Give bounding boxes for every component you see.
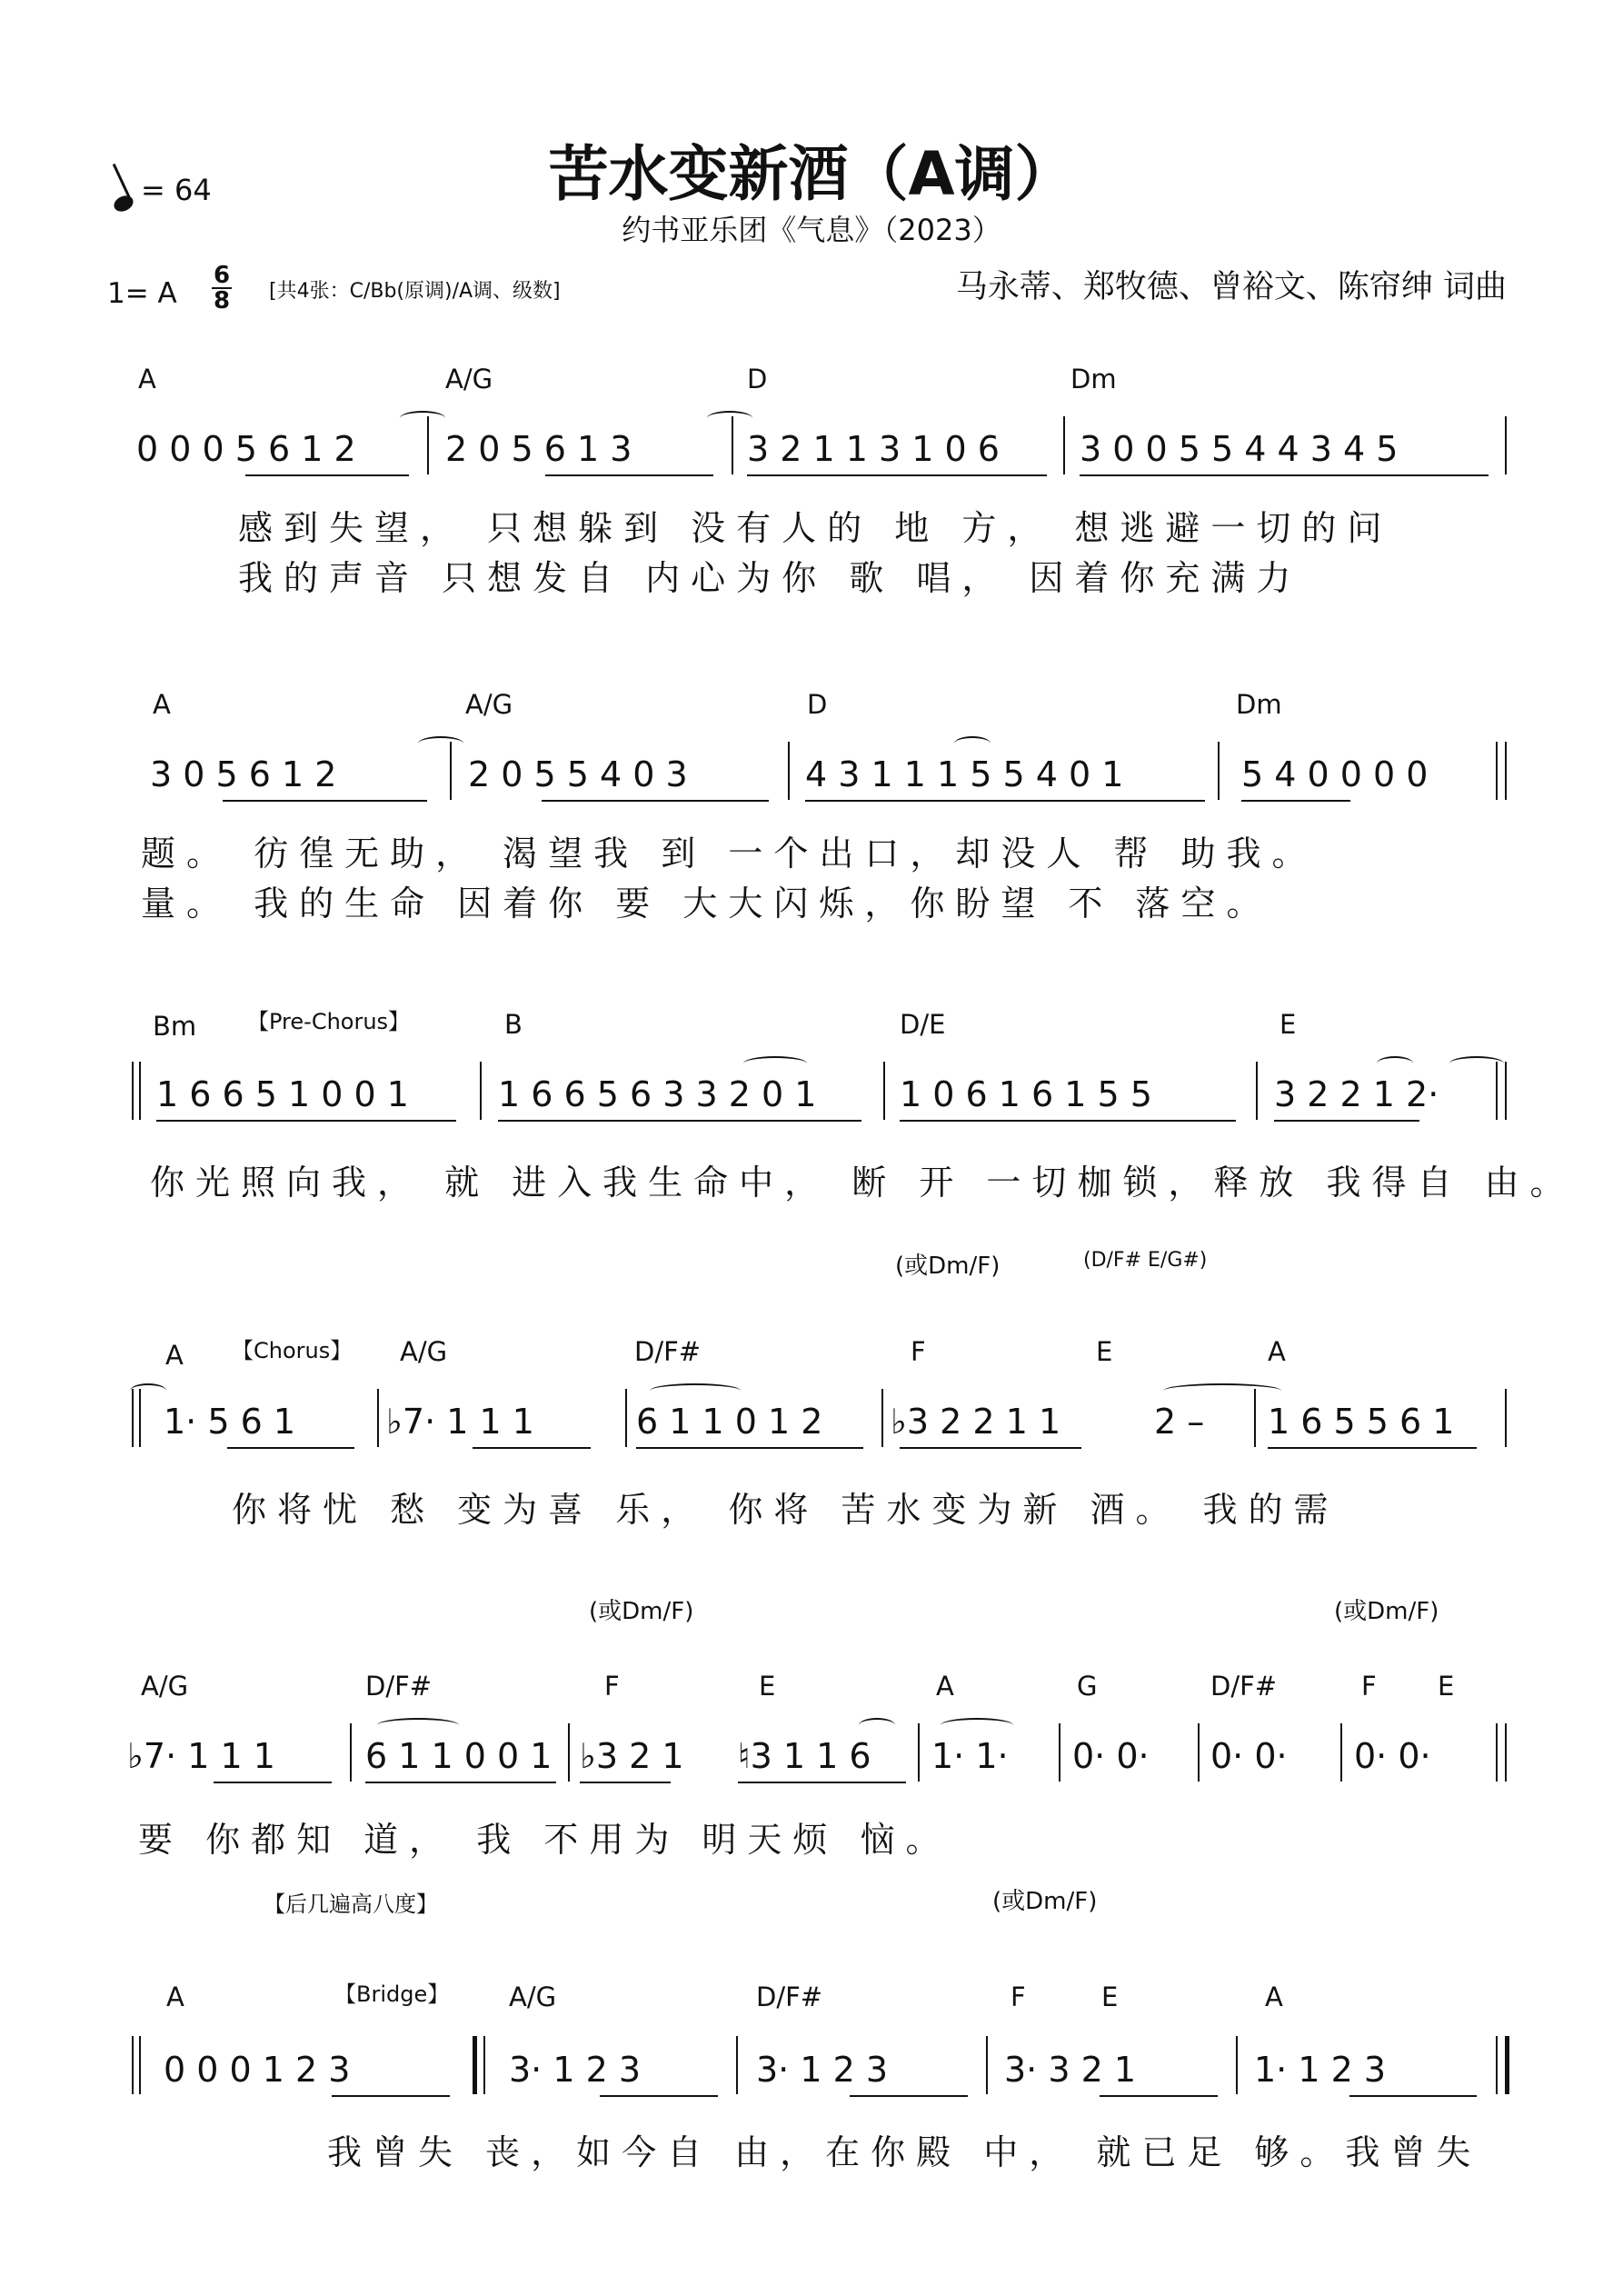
chord: F	[911, 1336, 926, 1367]
repeat-end	[1505, 2036, 1509, 2094]
bar-line	[986, 2036, 988, 2094]
measure-notes: 5 4 0 0 0 0	[1241, 754, 1429, 794]
measure-notes: 3 2 2 1 2·	[1274, 1074, 1439, 1114]
measure-notes: 3· 3 2 1	[1004, 2050, 1137, 2090]
chord: A/G	[400, 1336, 448, 1367]
chord: A/G	[141, 1671, 189, 1702]
bar-line	[483, 2036, 485, 2094]
bar-line	[788, 742, 790, 800]
measure-notes: 1· 1·	[931, 1736, 1009, 1776]
chord: A	[936, 1671, 954, 1702]
chord: D/F#	[1210, 1671, 1278, 1702]
beam	[245, 474, 409, 476]
repeat-start	[473, 2036, 477, 2094]
tie	[743, 1056, 807, 1071]
measure-notes: 0· 0·	[1072, 1736, 1150, 1776]
credits: 马永蒂、郑牧德、曾裕文、陈帘绅 词曲	[955, 269, 1507, 305]
chord: A	[153, 689, 171, 720]
chord: A	[1265, 1982, 1283, 2012]
measure-notes: 2 0 5 6 1 3	[445, 429, 632, 469]
lyric-line-2: 我的声音 只想发自 内心为你 歌 唱， 因着你充满力	[238, 558, 1302, 598]
bar-line	[1505, 416, 1507, 474]
measure-notes: 0 0 0 5 6 1 2	[136, 429, 356, 469]
measure-notes: 1· 1 2 3	[1254, 2050, 1387, 2090]
bar-line	[480, 1062, 482, 1120]
lyric-line-1: 你光照向我， 就 进入我生命中， 断 开 一切枷锁，释放 我得自 由。	[150, 1163, 1576, 1203]
chord: G	[1077, 1671, 1098, 1702]
bar-line	[568, 1723, 570, 1782]
measure-notes: 3· 1 2 3	[509, 2050, 642, 2090]
measure-notes: 3 0 0 5 5 4 4 3 4 5	[1080, 429, 1399, 469]
beam	[600, 2095, 718, 2097]
beam	[498, 1120, 861, 1122]
chord: A	[138, 364, 156, 394]
bar-line	[1218, 742, 1220, 800]
measure-notes: 6 1 1 0 1 2	[636, 1402, 823, 1442]
tie	[1377, 1056, 1413, 1071]
section-label: 【Chorus】	[232, 1338, 353, 1363]
tie	[941, 1718, 1013, 1732]
chord: F	[1361, 1671, 1377, 1702]
time-signature-bottom: 8	[213, 287, 231, 314]
section-label: 【后几遍高八度】	[264, 1892, 438, 1917]
beam	[738, 1782, 906, 1783]
measure-notes: 1 6 6 5 6 3 3 2 0 1	[498, 1074, 817, 1114]
bar-line	[1496, 2036, 1498, 2094]
tempo-marking	[114, 173, 212, 207]
measure-notes: 3· 1 2 3	[756, 2050, 889, 2090]
key-signature: 1= A	[107, 277, 177, 310]
bar-line	[1340, 1723, 1342, 1782]
lyric-line-1: 题。 彷徨无助， 渴望我 到 一个出口，却没人 帮 助我。	[141, 834, 1318, 873]
tie	[650, 1383, 741, 1398]
bar-line	[918, 1723, 920, 1782]
measure-notes: ♭7· 1 1 1	[386, 1402, 534, 1442]
measure-notes: ♮3 1 1 6	[738, 1736, 871, 1776]
bar-line	[1505, 742, 1507, 800]
time-signature	[212, 264, 232, 313]
beam	[850, 2095, 968, 2097]
measure-notes: 1 6 5 5 6 1	[1268, 1402, 1455, 1442]
beam	[1100, 2095, 1218, 2097]
bar-line	[132, 1062, 134, 1120]
measure-notes: 1· 5 6 1	[164, 1402, 296, 1442]
measure-notes: 2 0 5 5 4 0 3	[468, 754, 688, 794]
beam	[636, 1447, 863, 1449]
chord: E	[1096, 1336, 1113, 1367]
tie	[1449, 1056, 1504, 1071]
measure-notes: 4 3 1 1 1 5 5 4 0 1	[805, 754, 1124, 794]
beam	[900, 1120, 1236, 1122]
bar-line	[881, 1389, 883, 1447]
chord: Dm	[1236, 689, 1282, 720]
beam	[545, 474, 713, 476]
song-subtitle: 约书亚乐团《气息》（2023）	[622, 213, 1001, 247]
bar-line	[625, 1389, 627, 1447]
measure-notes: 0· 0·	[1210, 1736, 1288, 1776]
tie	[707, 411, 752, 425]
tie	[1163, 1383, 1281, 1398]
bar-line	[350, 1723, 352, 1782]
lyric-line-2: 量。 我的生命 因着你 要 大大闪烁，你盼望 不 落空。	[141, 883, 1272, 923]
measure-notes: ♭7· 1 1 1	[127, 1736, 275, 1776]
beam	[1241, 800, 1350, 802]
beam	[542, 800, 769, 802]
chord: A	[165, 1340, 184, 1371]
chord: Bm	[153, 1011, 197, 1042]
tie	[377, 1718, 459, 1732]
bar-line	[1198, 1723, 1200, 1782]
chord-alternative: (或Dm/F)	[589, 1598, 694, 1625]
measure-notes: 1 0 6 1 6 1 5 5	[900, 1074, 1152, 1114]
beam	[223, 800, 427, 802]
chord: E	[1279, 1009, 1297, 1040]
chord: D/F#	[634, 1336, 702, 1367]
key-note: [共4张：C/Bb(原调)/A调、级数]	[269, 280, 561, 303]
chord: B	[504, 1009, 523, 1040]
measure-notes: 0· 0·	[1354, 1736, 1431, 1776]
chord: E	[1101, 1982, 1119, 2012]
bar-line	[883, 1062, 885, 1120]
bar-line	[1505, 1389, 1507, 1447]
bar-line	[1063, 416, 1065, 474]
bar-line	[139, 2036, 141, 2094]
chord: A	[1268, 1336, 1286, 1367]
chord: F	[1011, 1982, 1026, 2012]
beam	[580, 1782, 671, 1783]
bar-line	[377, 1389, 379, 1447]
beam	[805, 800, 1205, 802]
bar-line	[132, 2036, 134, 2094]
measure-notes: 2 –	[1154, 1402, 1205, 1442]
bar-line	[1256, 1062, 1258, 1120]
chord: A/G	[445, 364, 493, 394]
tie	[954, 736, 991, 751]
lyric-line-1: 我曾失 丧，如今自 由，在你殿 中， 就已足 够。我曾失	[327, 2132, 1482, 2172]
measure-notes: 1 6 6 5 1 0 0 1	[156, 1074, 409, 1114]
chord-alternative: (或Dm/F)	[1334, 1598, 1439, 1625]
lyric-line-1: 你将忧 愁 变为喜 乐， 你将 苦水变为新 酒。 我的需	[232, 1490, 1339, 1530]
bar-line	[1496, 1723, 1498, 1782]
section-label: 【Pre-Chorus】	[247, 1009, 411, 1034]
tie	[859, 1718, 895, 1732]
bar-line	[1505, 1723, 1507, 1782]
song-title: 苦水变新酒（A调）	[548, 139, 1075, 209]
bar-line	[139, 1062, 141, 1120]
beam	[1274, 1120, 1419, 1122]
chord: D/F#	[756, 1982, 823, 2012]
chord: A/G	[509, 1982, 557, 2012]
chord: D/E	[900, 1009, 946, 1040]
measure-notes: 0 0 0 1 2 3	[164, 2050, 351, 2090]
chord: A	[166, 1982, 184, 2012]
measure-notes: 6 1 1 0 0 1	[365, 1736, 553, 1776]
measure-notes: ♭3 2 2 1 1	[891, 1402, 1061, 1442]
chord-alternative: (或Dm/F)	[895, 1253, 1001, 1280]
beam	[365, 1782, 556, 1783]
chord: D/F#	[365, 1671, 433, 1702]
tie	[130, 1383, 166, 1398]
bar-line	[1236, 2036, 1238, 2094]
measure-notes: ♭3 2 1	[580, 1736, 684, 1776]
beam	[332, 2095, 450, 2097]
bar-line	[1059, 1723, 1060, 1782]
section-label: 【Bridge】	[334, 1982, 450, 2007]
beam	[1080, 474, 1489, 476]
beam	[1349, 2095, 1477, 2097]
chord: F	[604, 1671, 620, 1702]
chord: Dm	[1070, 364, 1117, 394]
bar-line	[1496, 742, 1498, 800]
chord: E	[759, 1671, 776, 1702]
beam	[156, 1120, 456, 1122]
bar-line	[1505, 1062, 1507, 1120]
beam	[473, 1447, 591, 1449]
time-signature-top: 6	[213, 262, 231, 289]
beam	[214, 1782, 332, 1783]
chord: A/G	[465, 689, 513, 720]
measure-notes: 3 0 5 6 1 2	[150, 754, 337, 794]
chord: D	[807, 689, 828, 720]
chord: E	[1438, 1671, 1455, 1702]
tempo-value: = 64	[141, 173, 212, 207]
beam	[900, 1447, 1081, 1449]
lyric-line-1: 要 你都知 道， 我 不用为 明天烦 恼。	[138, 1820, 951, 1860]
chord-alternative: (或Dm/F)	[992, 1888, 1098, 1915]
beam	[747, 474, 1047, 476]
tie	[418, 736, 463, 751]
beam	[227, 1447, 354, 1449]
tie	[400, 411, 445, 425]
chord: D	[747, 364, 768, 394]
chord-alternative: (D/F# E/G#)	[1083, 1249, 1208, 1272]
beam	[1268, 1447, 1477, 1449]
bar-line	[736, 2036, 738, 2094]
lyric-line-1: 感到失望， 只想躲到 没有人的 地 方， 想逃避一切的问	[238, 508, 1393, 548]
measure-notes: 3 2 1 1 3 1 0 6	[747, 429, 1000, 469]
